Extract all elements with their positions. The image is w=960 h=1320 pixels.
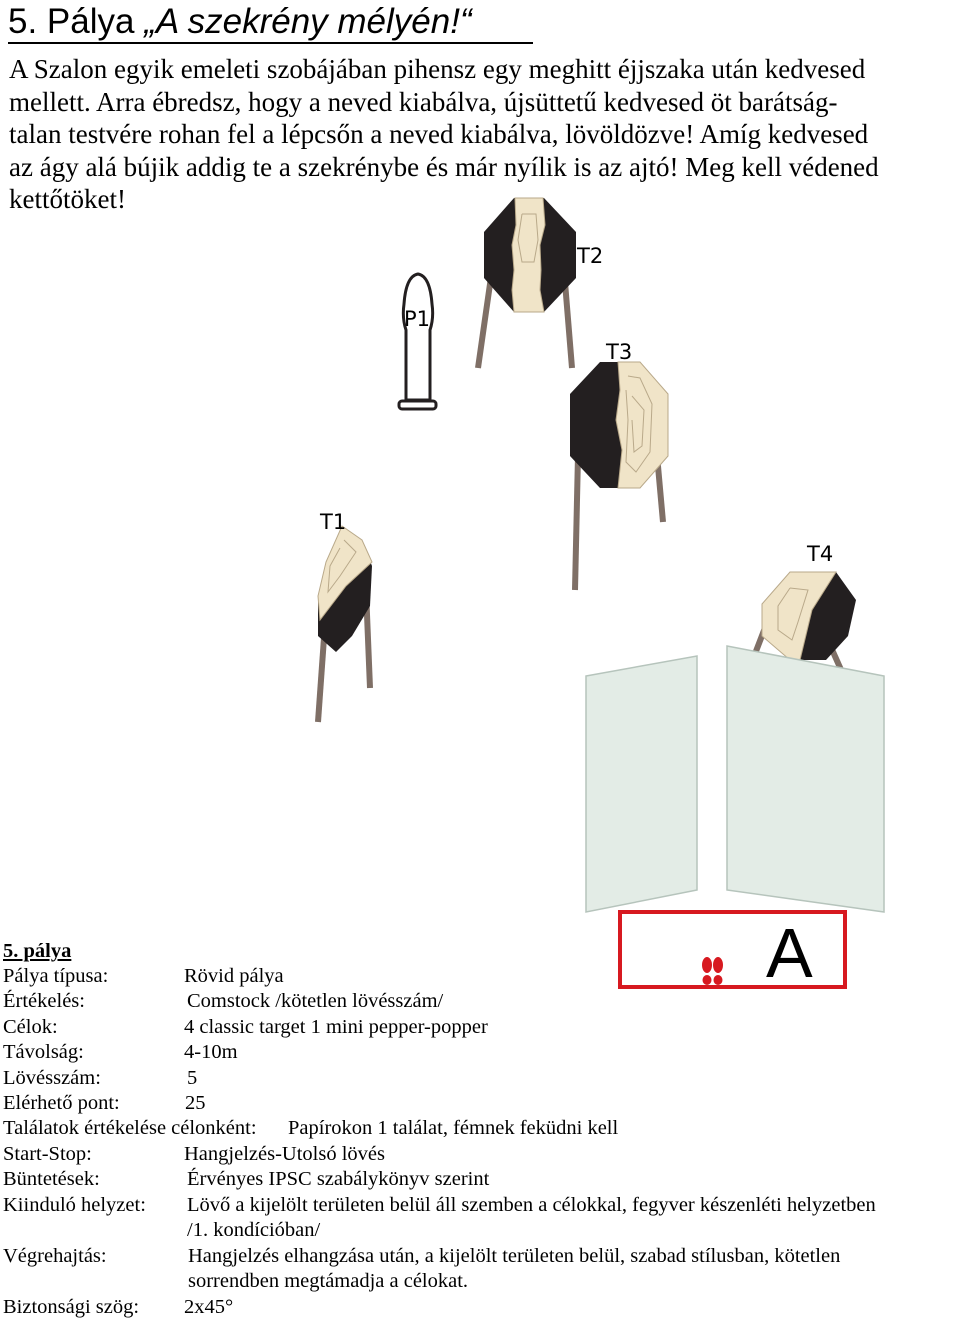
footprints-icon [702,957,723,985]
title-stage-name: „A szekrény mélyén!“ [144,2,472,41]
target-scoring-zone [512,198,545,312]
intro-line: kettőtöket! [9,184,126,214]
label-t3: T3 [606,340,633,364]
info-key: Start-Stop: [3,1143,92,1165]
intro-line: az ágy alá bújik addig te a szekrénybe és már nyílik is az ajtó! Meg kell védened [9,151,879,182]
info-key: Találatok értékelése célonként: [3,1117,257,1139]
info-key: Biztonsági szög: [3,1296,140,1318]
info-key: Kiinduló helyzet: [3,1194,146,1216]
info-heading: 5. pálya [3,940,72,962]
info-key: Büntetések: [3,1168,100,1190]
intro-line: talan testvére rohan fel a lépcsőn a neved kiabálva, lövöldözve! Amíg kedvesed [9,119,869,149]
intro-line: A Szalon egyik emeleti szobájában pihensz egy meghitt éjjszaka után kedvesed [9,54,866,84]
info-value: 4 classic target 1 mini pepper-popper [184,1016,488,1038]
info-key: Végrehajtás: [3,1245,107,1267]
label-p1: P1 [404,307,431,331]
label-t2: T2 [577,244,604,268]
info-value: 2x45° [184,1296,234,1318]
info-value: Comstock /kötetlen lövésszám/ [187,990,444,1012]
info-key: Értékelés: [3,990,85,1012]
info-value: Lövő a kijelölt területen belül áll szemben a célokkal, fegyver készenléti helyzetben [187,1194,876,1216]
info-key: Lövésszám: [3,1067,101,1089]
info-value: Papírokon 1 találat, fémnek feküdni kell [288,1117,619,1139]
info-value: 5 [187,1067,198,1089]
target-post [575,455,578,590]
wardrobe-left-panel [586,656,697,912]
target-t3 [570,362,668,590]
info-value: sorrendben megtámadja a célokat. [188,1270,469,1292]
info-key: Pálya típusa: [3,965,109,987]
info-value: /1. kondícióban/ [187,1219,321,1241]
wardrobe-right-panel [727,646,884,912]
info-value: Rövid pálya [184,965,284,987]
info-key: Elérhető pont: [3,1092,120,1114]
label-t4: T4 [807,542,834,566]
popper-p1 [399,274,436,409]
title-prefix: 5. Pálya [8,2,145,41]
popper-base [399,401,436,409]
shooting-area-label: A [766,914,813,992]
target-t1 [318,526,372,722]
popper-body [403,274,432,400]
info-value: Hangjelzés-Utolsó lövés [184,1143,385,1165]
info-value: 4-10m [184,1041,238,1063]
info-value: Érvényes IPSC szabálykönyv szerint [187,1168,490,1190]
info-key: Célok: [3,1016,58,1038]
info-value: 25 [185,1092,206,1114]
info-key: Távolság: [3,1041,84,1063]
label-t1: T1 [320,510,347,534]
target-t2 [478,198,576,368]
info-value: Hangjelzés elhangzása után, a kijelölt területen belül, szabad stílusban, kötetlen [188,1245,841,1267]
target-post [478,270,492,368]
intro-line: mellett. Arra ébredsz, hogy a neved kiabálva, újsüttetű kedvesed öt barátság- [9,86,838,117]
